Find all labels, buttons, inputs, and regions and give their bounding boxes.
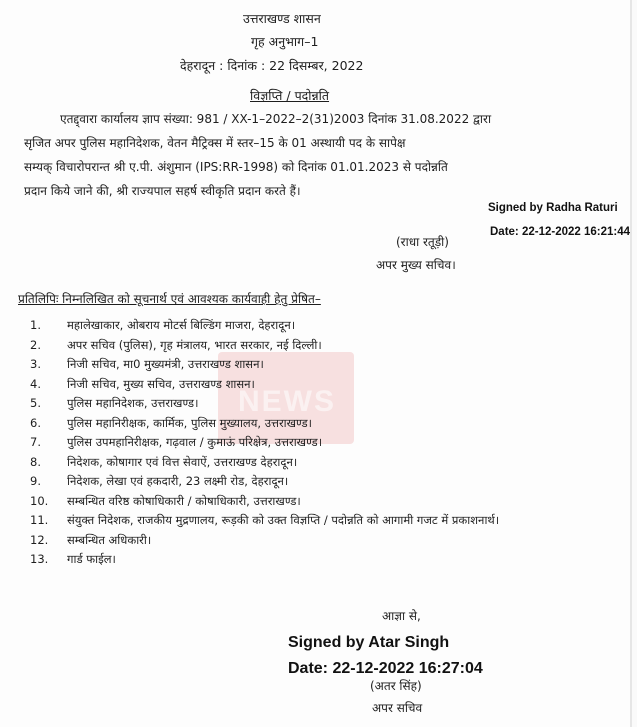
list-item: 11. संयुक्त निदेशक, राजकीय मुद्रणालय, रूड़की को उक्त विज्ञप्ति / पदोन्नति को आगामी गजट में प्रकाशनार्थ। (30, 513, 500, 527)
list-item: 4. निजी सचिव, मुख्य सचिव, उत्तराखण्ड शासन। (30, 376, 255, 391)
signatory-1-designation: अपर मुख्य सचिव। (376, 258, 456, 272)
list-item: 13. गार्ड फाईल। (30, 552, 116, 566)
list-item: 8. निदेशक, कोषागार एवं वित्त सेवाऐं, उत्तराखण्ड देहरादून। (30, 454, 298, 469)
body-line: सृजित अपर पुलिस महानिदेशक, वेतन मैट्रिक्स में स्तर–15 के 01 अस्थायी पद के सापेक्ष (24, 136, 406, 150)
body-line: सम्यक् विचारोपरान्त श्री ए.पी. अंशुमान (IPS:RR-1998) को दिनांक 01.01.2023 से पदोन्नति (24, 160, 448, 174)
list-item: 6. पुलिस महानिरीक्षक, कार्मिक, पुलिस मुख्यालय, उत्तराखण्ड। (30, 415, 313, 430)
watermark-text: NEWS (238, 385, 336, 418)
copy-to-list (30, 316, 590, 570)
signatory-2-designation: अपर सचिव (372, 701, 423, 715)
digital-signature-2-name: Signed by Atar Singh (288, 634, 450, 651)
list-item: 1. महालेखाकार, ओबराय मोटर्स बिल्डिंग माजरा, देहरादून। (30, 318, 296, 332)
body-line: एतद्द्वारा कार्यालय ज्ञाप संख्या: 981 / XX-1–2022–2(31)2003 दिनांक 31.08.2022 द्वारा (60, 112, 492, 126)
list-item: 5. पुलिस महानिदेशक, उत्तराखण्ड। (30, 396, 199, 410)
body-line: प्रदान किये जाने की, श्री राज्यपाल सहर्ष स्वीकृति प्रदान करते हैं। (24, 184, 301, 198)
header-government: उत्तराखण्ड शासन (243, 11, 321, 26)
list-item: 9. निदेशक, लेखा एवं हकदारी, 23 लक्ष्मी रोड, देहरादून। (30, 474, 289, 488)
list-item: 3. निजी सचिव, मा0 मुख्यमंत्री, उत्तराखण्ड शासन। (30, 357, 264, 371)
header-department: गृह अनुभाग–1 (251, 34, 319, 49)
notification-body (24, 107, 609, 203)
list-item: 12. सम्बन्धित अधिकारी। (30, 532, 152, 547)
digital-signature-2-date: Date: 22-12-2022 16:27:04 (288, 660, 483, 677)
signatory-1-name: (राधा रतूड़ी) (396, 235, 449, 249)
signatory-2-name: (अतर सिंह) (370, 679, 422, 693)
copy-to-heading: प्रतिलिपिः निम्नलिखित को सूचनार्थ एवं आवश्यक कार्यवाही हेतु प्रेषित– (18, 292, 321, 306)
list-item: 7. पुलिस उपमहानिरीक्षक, गढ़वाल / कुमाऊं परिक्षेत्र, उत्तराखण्ड। (30, 435, 323, 449)
header-place-date: देहरादून : दिनांक : 22 दिसम्बर, 2022 (180, 58, 364, 73)
list-item: 10. सम्बन्धित वरिष्ठ कोषाधिकारी / कोषाधिकारी, उत्तराखण्ड। (30, 493, 301, 508)
digital-signature-1-name: Signed by Radha Raturi (488, 202, 618, 214)
list-item: 2. अपर सचिव (पुलिस), गृह मंत्रालय, भारत सरकार, नई दिल्ली। (30, 337, 322, 352)
digital-signature-1-date: Date: 22-12-2022 16:21:44 (490, 226, 631, 238)
notification-title: विज्ञप्ति / पदोन्नति (250, 88, 330, 103)
by-order-text: आज्ञा से, (382, 609, 421, 623)
